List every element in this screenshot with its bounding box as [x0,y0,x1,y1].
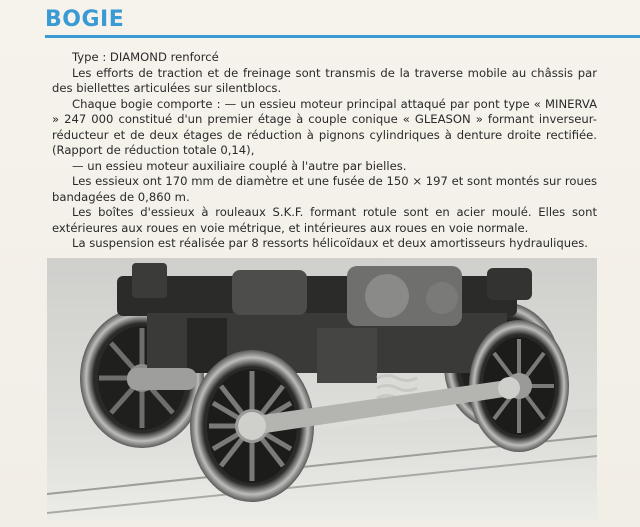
paragraph-essieux: Les essieux ont 170 mm de diamètre et une fusée de 150 × 197 et sont montés sur roues bandagées de 0,860 m. [52,174,597,204]
paragraph-suspension: La suspension est réalisée par 8 ressorts hélicoïdaux et deux amortisseurs hydrauliques. [72,236,588,250]
bogie-frame [117,263,532,383]
paragraph-auxiliaire: — un essieu moteur auxiliaire couplé à l'autre par bielles. [72,158,407,173]
paragraph-efforts: Les efforts de traction et de freinage sont transmis de la traverse mobile au châssis par des biellettes articulées sur silentblocs. [52,65,597,95]
bogie-illustration [47,258,597,520]
axle [127,368,197,390]
paragraph-chaque: Chaque bogie comporte : — un essieu moteur principal attaqué par pont type « MINERVA » 247 000 constitué d'un premier étage à couple conique « GLEASON » formant inverseur-réducteur et de deux étages de réduction à pignons cylindriques à denture droite rectifiée. (Rapport de réduction totale 0,14), [52,96,597,157]
title-rule [45,35,640,38]
section-title: BOGIE [45,7,125,32]
body-text [52,50,597,252]
paragraph-type: Type : DIAMOND renforcé [72,50,219,64]
paragraph-boites: Les boîtes d'essieux à rouleaux S.K.F. formant rotule sont en acier moulé. Elles sont extérieures aux roues en voie métrique, et intérieures aux roues en voie normale. [52,205,597,235]
bogie-photo [47,258,597,520]
